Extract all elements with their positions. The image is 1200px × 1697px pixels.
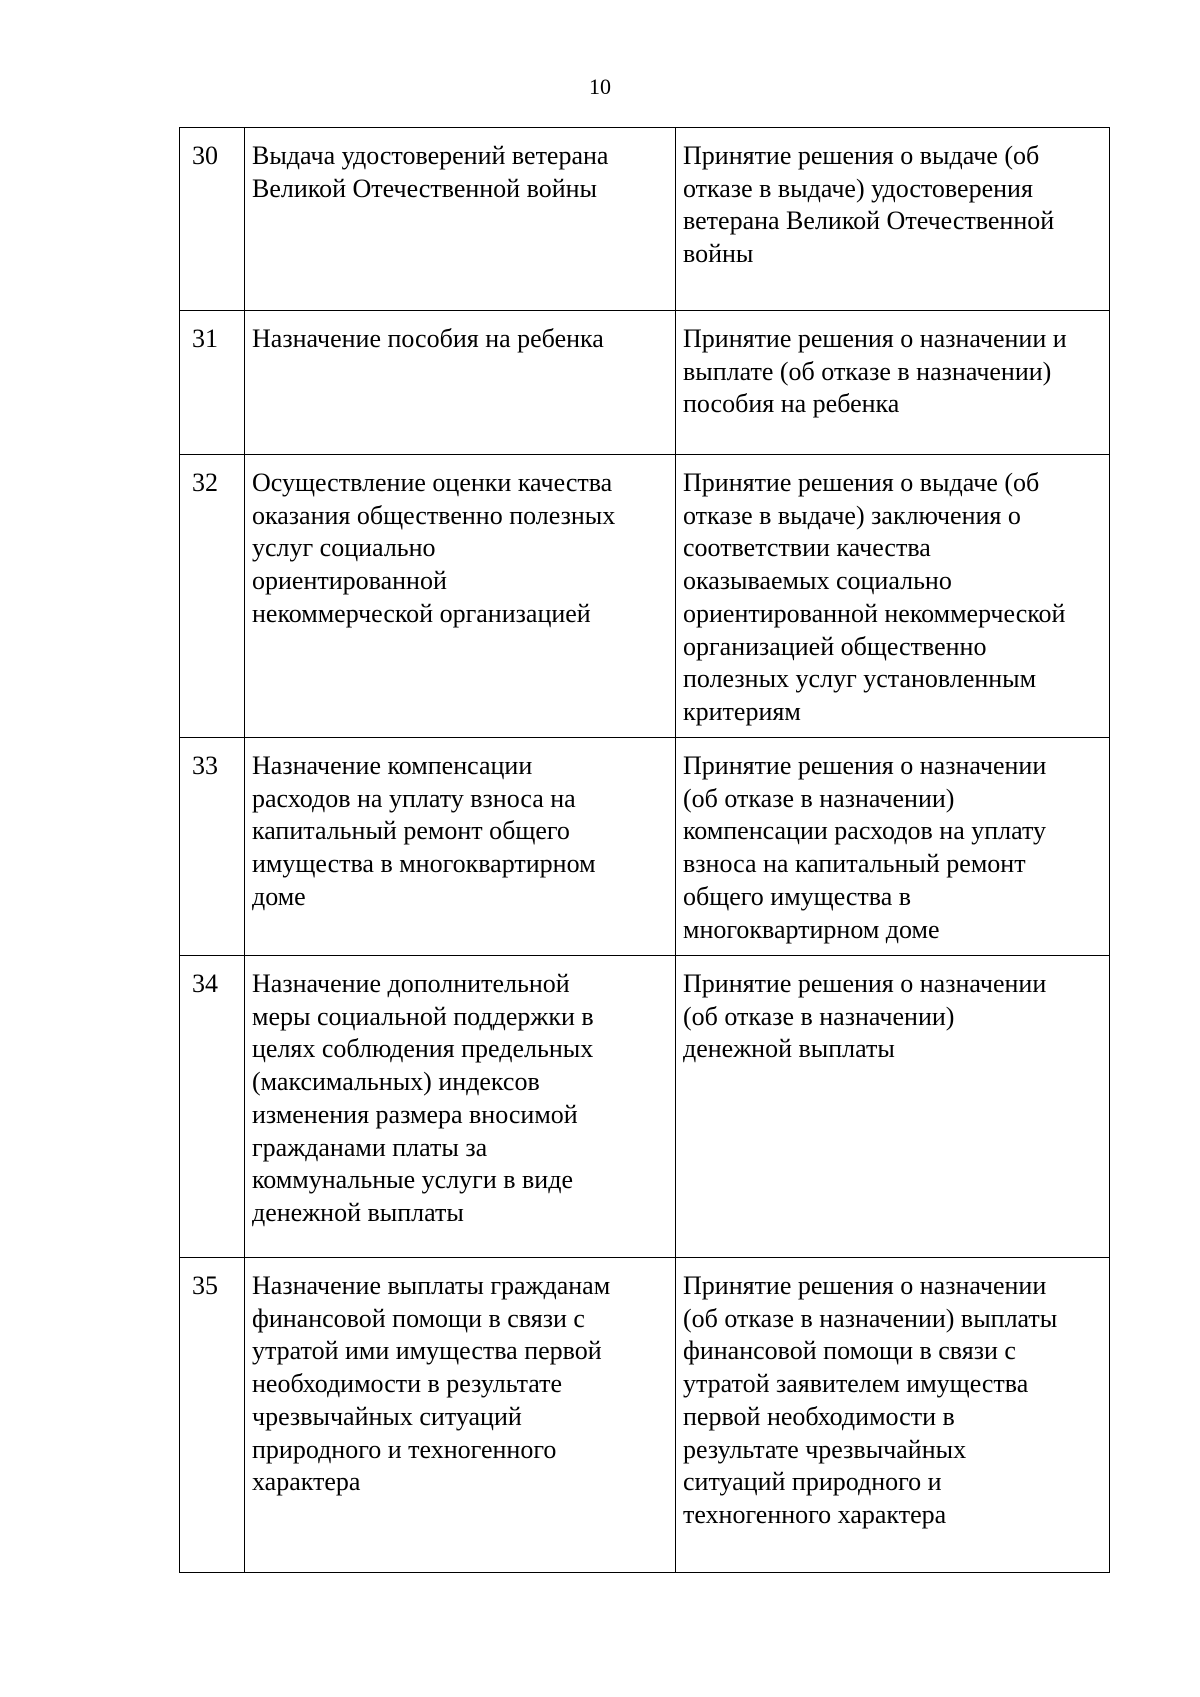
row-number: 34 bbox=[180, 956, 245, 1258]
row-number: 30 bbox=[180, 128, 245, 311]
service-name-cell bbox=[245, 311, 676, 455]
service-name: Назначение компенсации расходов на уплату взноса на капитальный ремонт общего имущества в многоквартирном доме bbox=[252, 751, 596, 911]
service-name: Назначение дополнительной меры социальной поддержки в целях соблюдения предельных (максимальных) индексов изменения размера вносимой гражданами платы за коммунальные услуги в виде денежной выплаты bbox=[252, 969, 594, 1227]
service-result: Принятие решения о выдаче (об отказе в выдаче) удостоверения ветерана Великой Отечественной войны bbox=[683, 141, 1055, 269]
row-number: 32 bbox=[180, 455, 245, 738]
service-result: Принятие решения о назначении (об отказе в назначении) выплаты финансовой помощи в связи с утратой заявителем имущества первой необходимости в результате чрезвычайных ситуаций природного и техногенного характера bbox=[683, 1271, 1058, 1529]
service-result-cell bbox=[676, 455, 1110, 738]
service-result-cell bbox=[676, 956, 1110, 1258]
row-number: 33 bbox=[180, 738, 245, 956]
service-result: Принятие решения о выдаче (об отказе в выдаче) заключения о соответствии качества оказываемых социально ориентированной некоммерческой организацией общественно полезных услуг установленным критериям bbox=[683, 468, 1066, 726]
table-row bbox=[180, 738, 1110, 956]
table-row bbox=[180, 311, 1110, 455]
table-row bbox=[180, 128, 1110, 311]
service-result-cell bbox=[676, 311, 1110, 455]
service-name-cell bbox=[245, 956, 676, 1258]
service-result: Принятие решения о назначении (об отказе в назначении) денежной выплаты bbox=[683, 969, 1047, 1064]
service-result: Принятие решения о назначении (об отказе в назначении) компенсации расходов на уплату взноса на капитальный ремонт общего имущества в многоквартирном доме bbox=[683, 751, 1047, 944]
service-result: Принятие решения о назначении и выплате (об отказе в назначении) пособия на ребенка bbox=[683, 324, 1067, 419]
service-result-cell bbox=[676, 1258, 1110, 1573]
service-name: Назначение выплаты гражданам финансовой помощи в связи с утратой ими имущества первой необходимости в результате чрезвычайных ситуаций природного и техногенного характера bbox=[252, 1271, 611, 1497]
service-name-cell bbox=[245, 455, 676, 738]
service-name-cell bbox=[245, 128, 676, 311]
service-name: Назначение пособия на ребенка bbox=[252, 324, 604, 353]
table-row bbox=[180, 956, 1110, 1258]
service-name-cell bbox=[245, 738, 676, 956]
service-result-cell bbox=[676, 738, 1110, 956]
row-number: 31 bbox=[180, 311, 245, 455]
table-row bbox=[180, 1258, 1110, 1573]
row-number: 35 bbox=[180, 1258, 245, 1573]
service-name-cell bbox=[245, 1258, 676, 1573]
page-number: 10 bbox=[589, 74, 611, 99]
service-name: Выдача удостоверений ветерана Великой Отечественной войны bbox=[252, 141, 609, 203]
services-table bbox=[179, 127, 1110, 1573]
service-name: Осуществление оценки качества оказания общественно полезных услуг социально ориентированной некоммерческой организацией bbox=[252, 468, 616, 628]
table-row bbox=[180, 455, 1110, 738]
service-result-cell bbox=[676, 128, 1110, 311]
